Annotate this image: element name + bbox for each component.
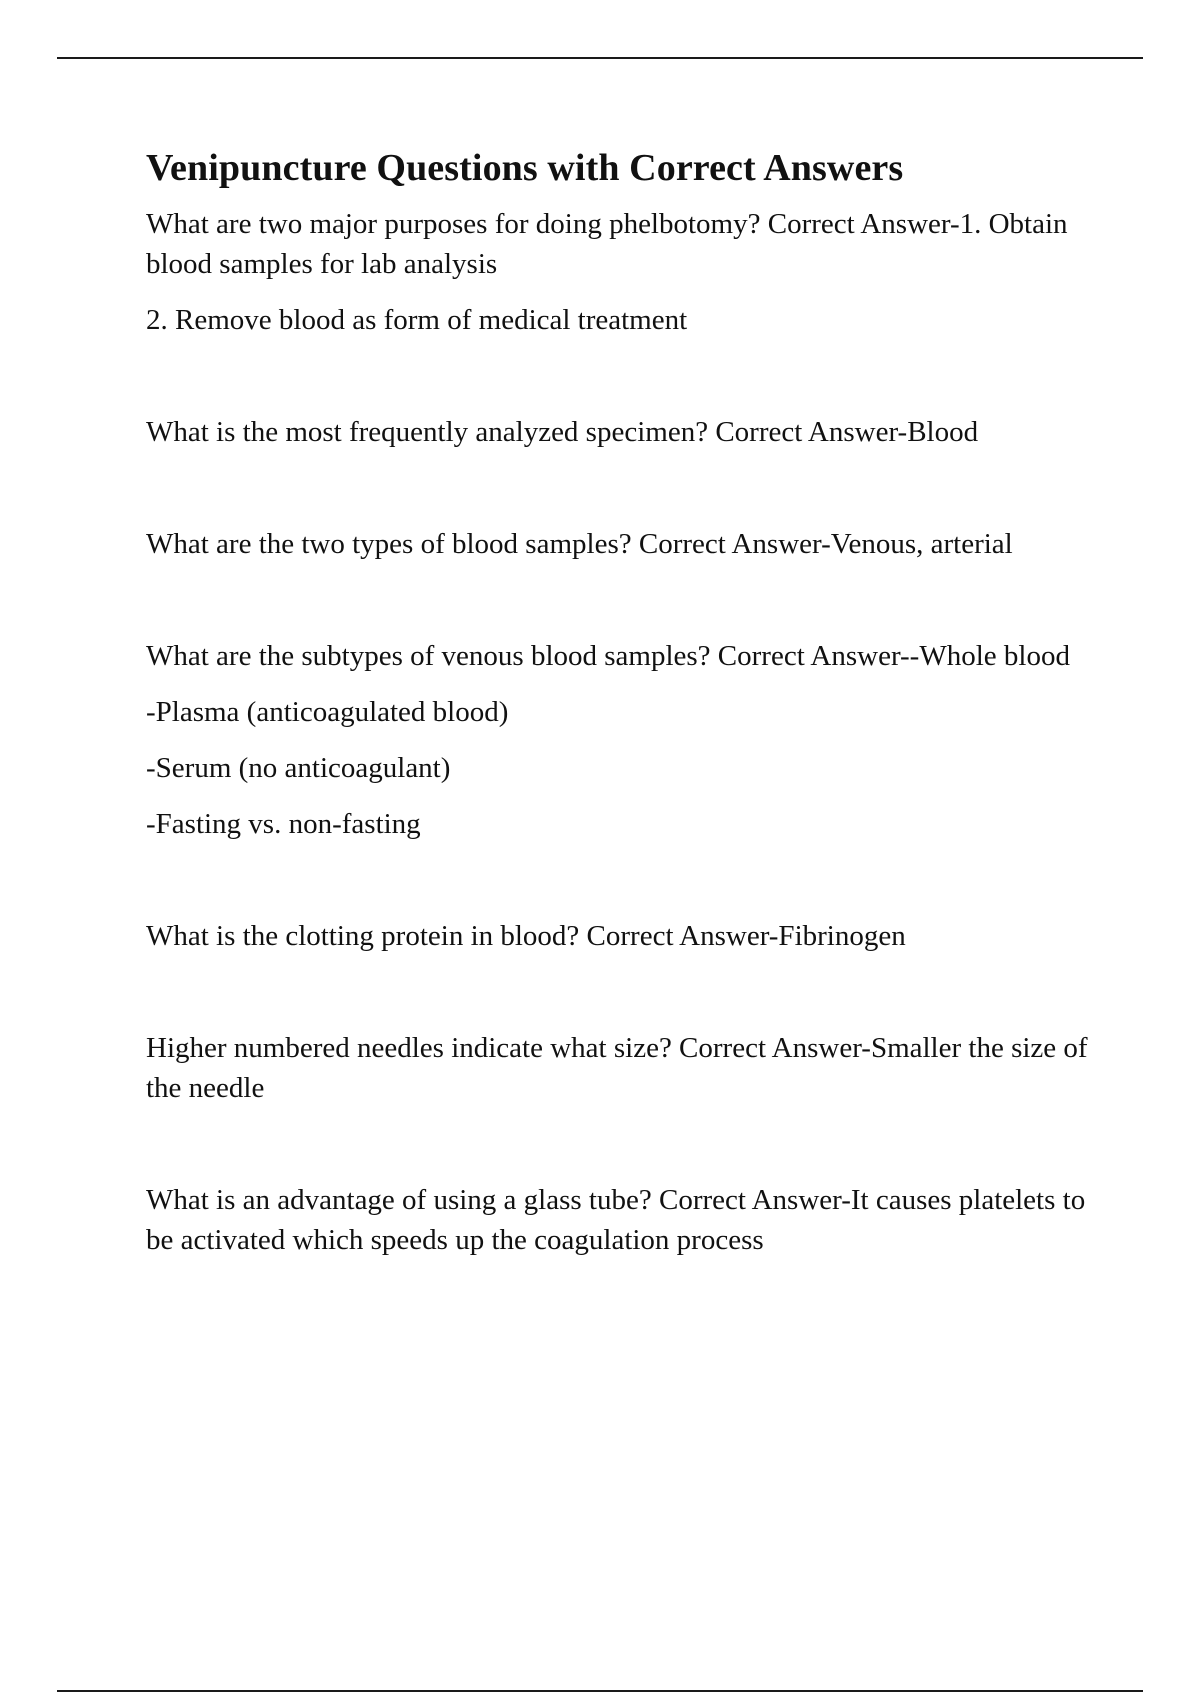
top-rule <box>57 57 1143 59</box>
document-title: Venipuncture Questions with Correct Answers <box>146 147 904 189</box>
qa-question: What are the subtypes of venous blood samples? Correct Answer--Whole blood <box>146 640 1070 672</box>
qa-question: What is the most frequently analyzed specimen? Correct Answer-Blood <box>146 416 979 448</box>
qa-item <box>146 412 1106 452</box>
qa-item <box>146 1180 1106 1260</box>
qa-question: What is the clotting protein in blood? Correct Answer-Fibrinogen <box>146 920 906 952</box>
spacer <box>146 468 1106 524</box>
document-body <box>146 140 1106 1276</box>
spacer <box>146 580 1106 636</box>
bottom-rule <box>57 1690 1143 1692</box>
qa-answer-line: -Serum (no anticoagulant) <box>146 752 451 784</box>
qa-question: What is an advantage of using a glass tube? Correct Answer-It causes platelets to be activated which speeds up the coagulation process <box>146 1184 1086 1256</box>
spacer <box>146 860 1106 916</box>
spacer <box>146 1124 1106 1180</box>
qa-answer-line: -Fasting vs. non-fasting <box>146 808 421 840</box>
qa-item <box>146 204 1106 340</box>
qa-item <box>146 524 1106 564</box>
qa-question: Higher numbered needles indicate what size? Correct Answer-Smaller the size of the needle <box>146 1032 1088 1104</box>
qa-question: What are the two types of blood samples? Correct Answer-Venous, arterial <box>146 528 1013 560</box>
spacer <box>146 356 1106 412</box>
qa-item <box>146 1028 1106 1108</box>
spacer <box>146 972 1106 1028</box>
qa-item <box>146 636 1106 844</box>
qa-answer-line: 2. Remove blood as form of medical treatment <box>146 304 688 336</box>
qa-question: What are two major purposes for doing phelbotomy? Correct Answer-1. Obtain blood samples for lab analysis <box>146 208 1068 280</box>
qa-item <box>146 916 1106 956</box>
qa-answer-line: -Plasma (anticoagulated blood) <box>146 696 509 728</box>
